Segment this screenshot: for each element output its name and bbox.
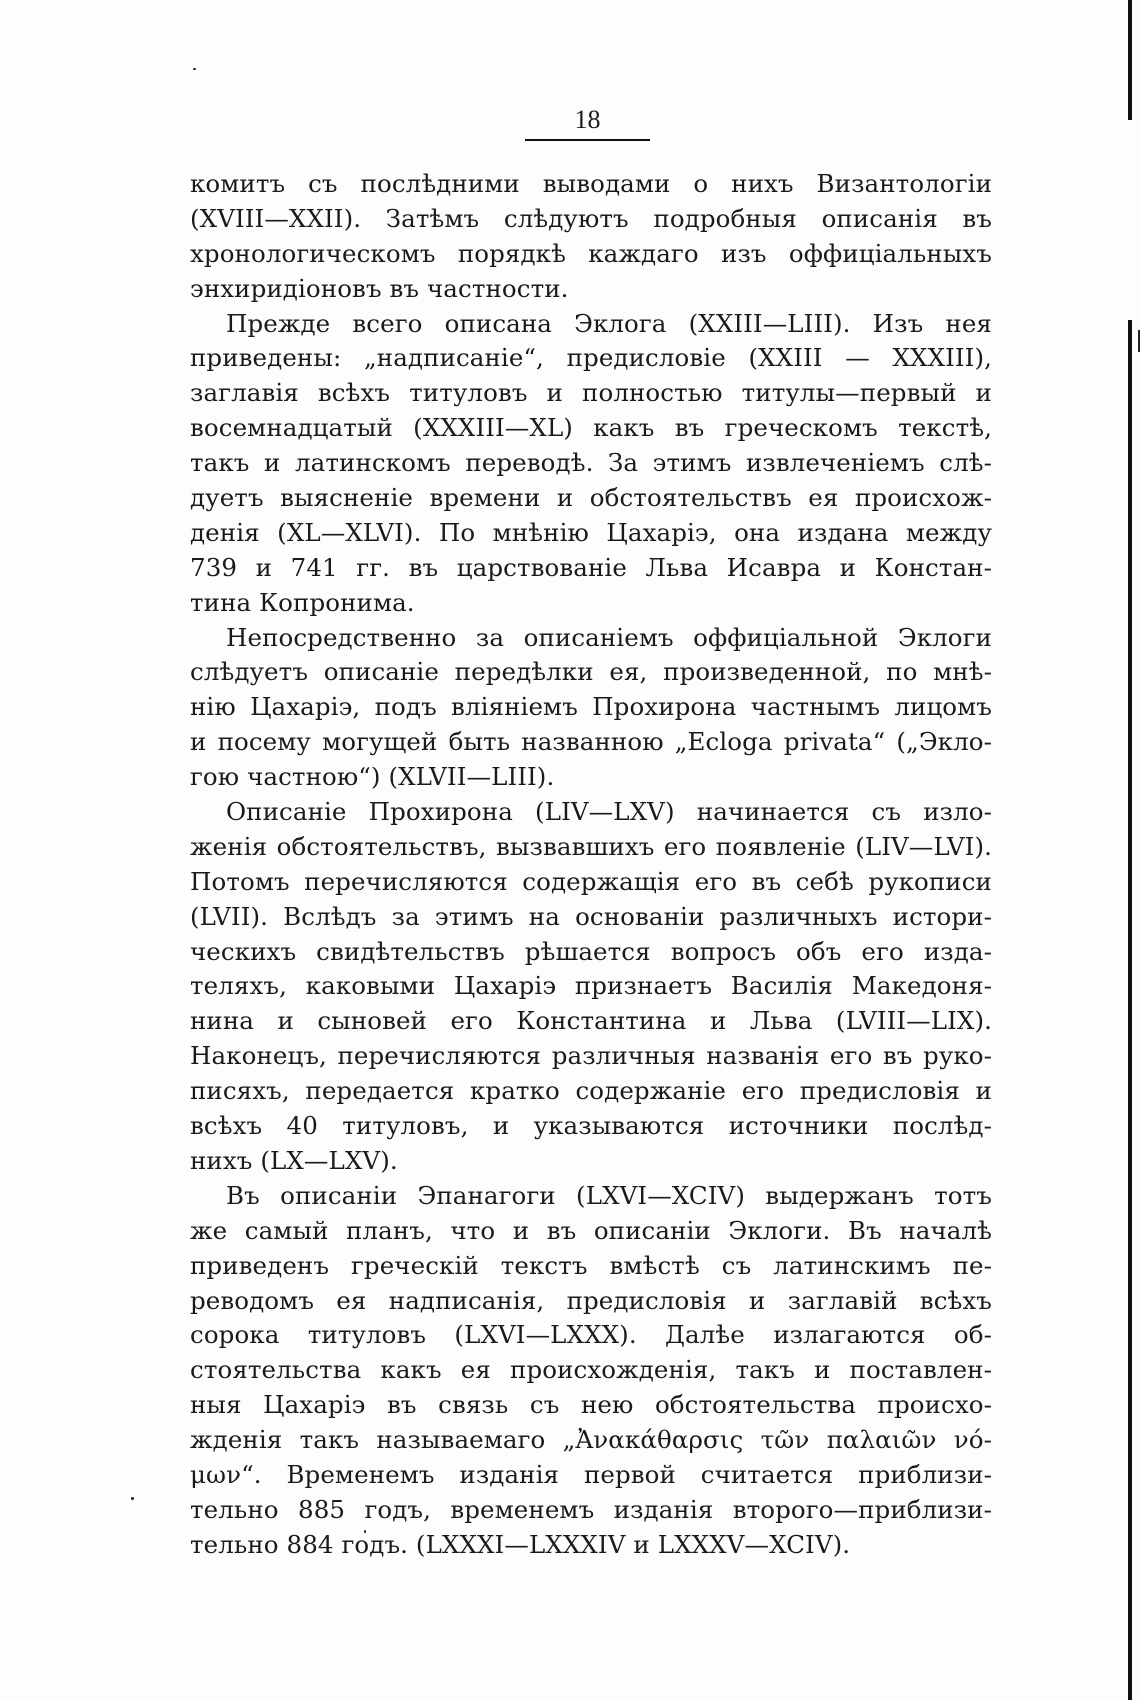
text-line: нина и сыновей его Константина и Льва (LVIII—LIX).	[190, 1006, 992, 1036]
text-line: жденія такъ называемаго „Ἀνακάθαρσις τῶν παλαιῶν νό-	[190, 1425, 992, 1455]
text-line: тина Копронима.	[190, 587, 415, 617]
text-line: ческихъ свидѣтельствъ рѣшается вопросъ объ его изда-	[190, 936, 992, 966]
text-line: Потомъ перечисляются содержащія его въ себѣ рукописи	[190, 866, 992, 896]
text-line: нію Цахаріэ, подъ вліяніемъ Прохирона частнымъ лицомъ	[190, 692, 992, 722]
text-line: сорока титуловъ (LXVI—LXXX). Далѣе излагаются об-	[190, 1320, 992, 1350]
header-rule	[525, 139, 650, 141]
text-line: хронологическомъ порядкѣ каждаго изъ оффиціальныхъ	[190, 238, 992, 268]
text-line: реводомъ ея надписанія, предисловія и заглавій всѣхъ	[190, 1285, 992, 1315]
text-line: Описаніе Прохирона (LIV—LXV) начинается съ изло-	[226, 797, 992, 827]
text-line: заглавія всѣхъ титуловъ и полностью титулы—первый и	[190, 378, 992, 408]
text-line: (LVII). Вслѣдъ за этимъ на основаніи различныхъ истори-	[190, 901, 992, 931]
text-line: и посему могущей быть названною „Ecloga privata“ („Экло-	[190, 727, 992, 757]
text-line: восемнадцатый (XXXIII—XL) какъ въ греческомъ текстѣ,	[190, 413, 992, 443]
text-line: гою частною“) (XLVII—LIII).	[190, 762, 555, 792]
text-line: такъ и латинскомъ переводѣ. За этимъ извлеченіемъ слѣ-	[190, 448, 992, 478]
text-line: слѣдуетъ описаніе передѣлки ея, произведенной, по мнѣ-	[190, 657, 992, 687]
text-line: энхиридіоновъ въ частности.	[190, 273, 569, 303]
text-line: (XVIII—XXII). Затѣмъ слѣдуютъ подробныя описанія въ	[190, 203, 992, 233]
text-line: Непосредственно за описаніемъ оффиціальной Эклоги	[226, 622, 992, 652]
paragraph-1	[190, 167, 992, 307]
paragraph-3	[190, 621, 992, 795]
text-line: Прежде всего описана Эклога (XXIII—LIII). Изъ нея	[226, 308, 992, 338]
text-line: комитъ съ послѣдними выводами о нихъ Византологіи	[190, 169, 992, 198]
paragraph-2	[190, 307, 992, 621]
paragraph-4	[190, 795, 992, 1179]
text-line: 739 и 741 гг. въ царствованіе Льва Исавра и Констан-	[190, 552, 992, 582]
text-line: денія (XL—XLVI). По мнѣнію Цахаріэ, она издана между	[190, 517, 992, 547]
text-line: нихъ (LX—LXV).	[190, 1145, 398, 1175]
text-line: μων“. Временемъ изданія первой считается приблизи-	[190, 1459, 992, 1489]
text-line: теляхъ, каковыми Цахаріэ признаетъ Василія Македоня-	[190, 971, 992, 1001]
text-line: тельно 885 годъ, временемъ изданія второго—приблизи-	[190, 1494, 992, 1524]
text-line: Наконецъ, перечисляются различныя названія его въ руко-	[190, 1041, 992, 1071]
text-line: всѣхъ 40 титуловъ, и указываются источники послѣд-	[190, 1111, 992, 1141]
text-line: приведенъ греческій текстъ вмѣстѣ съ латинскимъ пе-	[190, 1250, 992, 1280]
text-line: писяхъ, передается кратко содержаніе его предисловія и	[190, 1076, 992, 1106]
text-line: ныя Цахаріэ въ связь съ нею обстоятельства происхо-	[190, 1390, 992, 1420]
text-line: Въ описаніи Эпанагоги (LXVI—XCIV) выдержанъ тотъ	[226, 1180, 992, 1210]
paragraph-5	[190, 1179, 992, 1563]
text-line: приведены: „надписаніе“, предисловіе (XXIII — XXXIII),	[190, 343, 992, 373]
text-line: стоятельства какъ ея происхожденія, такъ и поставлен-	[190, 1355, 992, 1385]
ink-speck	[193, 68, 196, 70]
text-line: дуетъ выясненіе времени и обстоятельствъ ея происхож-	[190, 483, 992, 513]
ink-speck	[131, 1497, 134, 1500]
page-header	[525, 105, 650, 141]
text-line: женія обстоятельствъ, вызвавшихъ его появленіе (LIV—LVI).	[190, 831, 992, 861]
body-text	[190, 167, 992, 1563]
page-number: 18	[574, 105, 601, 134]
text-line: тельно 884 годъ. (LXXXI—LXXXIV и LXXXV—XCIV).	[190, 1529, 851, 1559]
page-edge-gap	[1126, 120, 1134, 320]
text-line: же самый планъ, что и въ описаніи Эклоги. Въ началѣ	[190, 1215, 992, 1245]
